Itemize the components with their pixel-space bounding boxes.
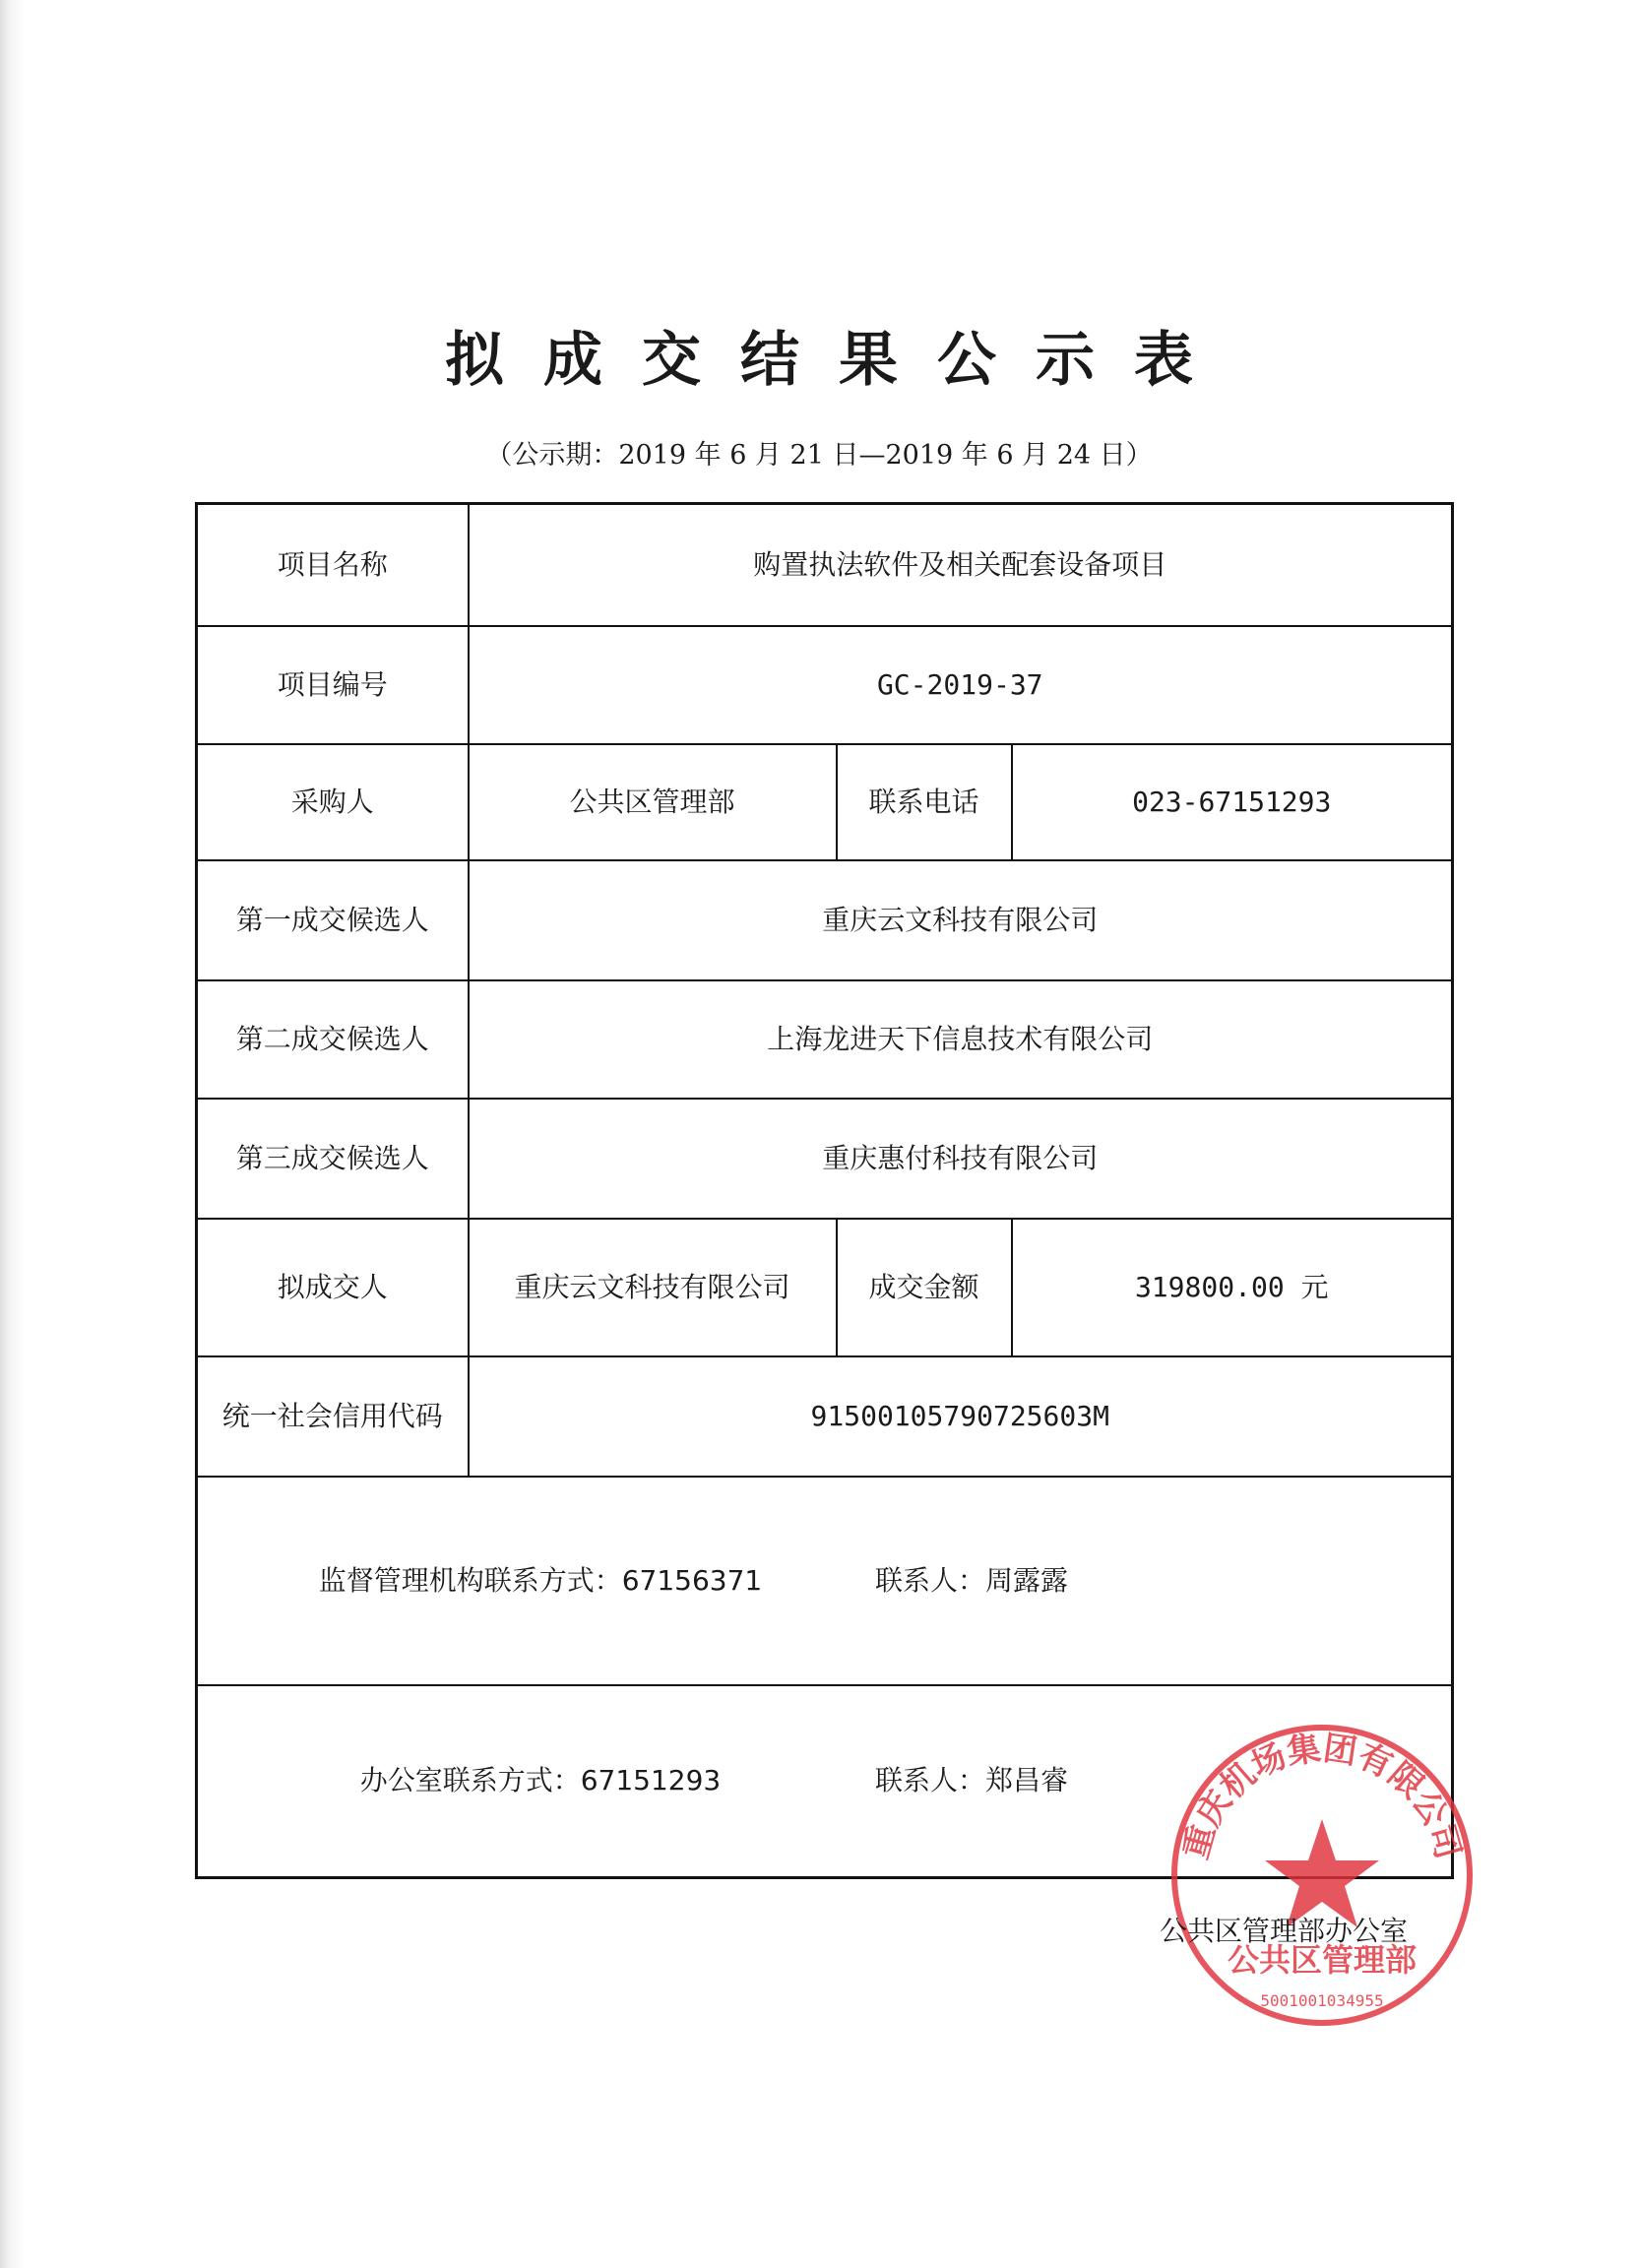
stamp-inner-text: 公共区管理部	[1227, 1941, 1418, 1979]
purchaser-value: 公共区管理部	[469, 744, 837, 860]
footer-office: 公共区管理部办公室	[1160, 1915, 1409, 1947]
table-row	[197, 1477, 1453, 1685]
credit-code-label: 统一社会信用代码	[197, 1356, 469, 1477]
supervision-contact: 监督管理机构联系方式：67156371	[318, 1563, 763, 1597]
document-title: 拟成交结果公示表	[445, 326, 1232, 395]
purchaser-label: 采购人	[197, 744, 469, 860]
table-row	[197, 626, 1453, 744]
table-row	[197, 980, 1453, 1099]
table-row	[197, 1219, 1453, 1356]
publicity-period: （公示期：2019 年 6 月 21 日—2019 年 6 月 24 日）	[485, 440, 1153, 471]
candidate1-value: 重庆云文科技有限公司	[469, 860, 1453, 980]
project-name-value: 购置执法软件及相关配套设备项目	[469, 504, 1453, 626]
supervision-contact-cell	[197, 1477, 1453, 1685]
winner-value: 重庆云文科技有限公司	[469, 1219, 837, 1356]
candidate1-label: 第一成交候选人	[197, 860, 469, 980]
official-seal-stamp	[1160, 1713, 1484, 2038]
table-row	[197, 744, 1453, 860]
table-row	[197, 1356, 1453, 1477]
result-table	[195, 502, 1454, 1879]
candidate3-label: 第三成交候选人	[197, 1099, 469, 1219]
amount-value: 319800.00 元	[1012, 1219, 1453, 1356]
supervision-person: 联系人：周露露	[875, 1563, 1069, 1597]
table-row	[197, 860, 1453, 980]
table-row	[197, 1099, 1453, 1219]
phone-label: 联系电话	[837, 744, 1012, 860]
candidate3-value: 重庆惠付科技有限公司	[469, 1099, 1453, 1219]
project-no-value: GC-2019-37	[469, 626, 1453, 744]
stamp-outer-text: 重庆机场集团有限公司	[1175, 1729, 1469, 1863]
winner-label: 拟成交人	[197, 1219, 469, 1356]
table-row	[197, 504, 1453, 626]
stamp-number: 5001001034955	[1260, 1991, 1384, 2010]
candidate2-label: 第二成交候选人	[197, 980, 469, 1099]
phone-value: 023-67151293	[1012, 744, 1453, 860]
amount-label: 成交金额	[837, 1219, 1012, 1356]
project-no-label: 项目编号	[197, 626, 469, 744]
office-contact: 办公室联系方式：67151293	[359, 1764, 722, 1797]
project-name-label: 项目名称	[197, 504, 469, 626]
candidate2-value: 上海龙进天下信息技术有限公司	[469, 980, 1453, 1099]
credit-code-value: 91500105790725603M	[469, 1356, 1453, 1477]
office-person: 联系人：郑昌睿	[875, 1764, 1069, 1797]
